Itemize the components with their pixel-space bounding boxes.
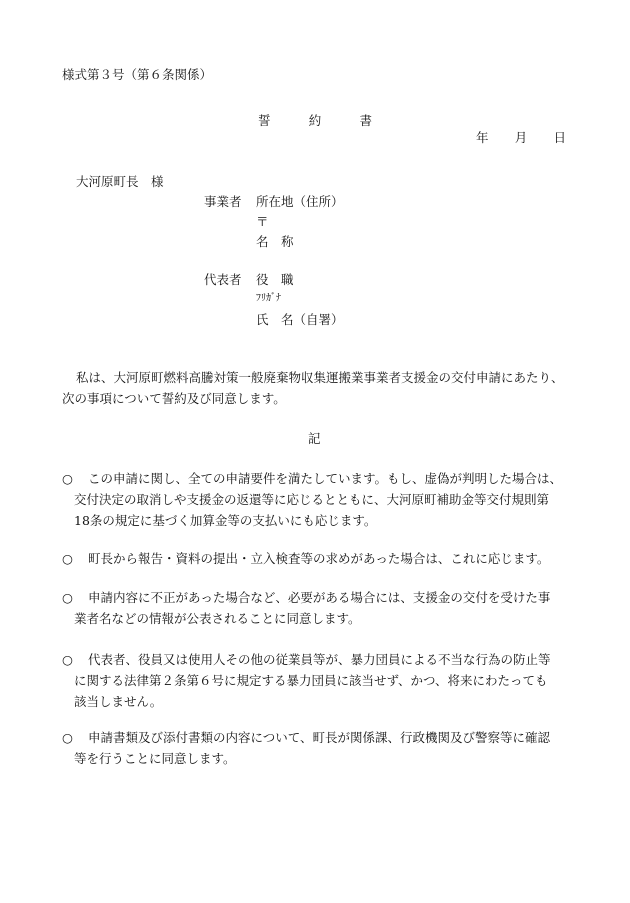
postal-mark: 〒 [256,214,269,229]
circle-bullet-icon: ○ [62,471,73,486]
pledge-item [62,550,582,572]
circle-bullet-icon: ○ [62,551,73,566]
date-line [476,129,566,147]
pledge-line: 申請内容に不正があった場合など、必要がある場合には、支援金の交付を受けた事 [88,590,551,605]
title-char: 約 [308,113,322,128]
document-title [258,112,372,130]
pledge-item [62,589,582,633]
circle-bullet-icon: ○ [62,730,73,745]
date-month: 月 [514,130,528,145]
intro-line: 次の事項について誓約及び同意します。 [62,391,286,406]
company-name-label: 名 称 [256,234,294,249]
pledge-line: この申請に関し、全ての申請要件を満たしています。もし、虚偽が判明した場合は、 [88,471,563,486]
intro-line: 私は、大河原町燃料高騰対策一般廃棄物収集運搬業事業者支援金の交付申請にあたり、 [76,370,564,385]
position-label: 役 職 [256,272,294,287]
ki-heading: 記 [308,431,321,446]
pledge-line: 町長から報告・資料の提出・立入検査等の求めがあった場合は、これに応じます。 [88,551,550,566]
pledge-line: 18条の規定に基づく加算金等の支払いにも応じます。 [74,513,377,528]
representative-label: 代表者 [204,272,242,287]
date-day: 日 [553,130,566,145]
pledge-line: 代表者、役員又は使用人その他の従業員等が、暴力団員による不当な行為の防止等 [88,652,551,667]
title-char: 誓 [258,113,271,128]
form-number: 様式第３号（第６条関係） [62,67,213,82]
pledge-line: 等を行うことに同意します。 [74,751,236,766]
circle-bullet-icon: ○ [62,590,73,605]
business-label: 事業者 [204,194,242,209]
pledge-line: 申請書類及び添付書類の内容について、町長が関係課、行政機関及び警察等に確認 [88,730,551,745]
pledge-line: 業者名などの情報が公表されることに同意します。 [74,611,361,626]
title-char: 書 [359,113,372,128]
person-name-label: 氏 名（自署） [256,312,344,327]
furigana-label: ﾌﾘｶﾞﾅ [256,293,281,304]
date-year: 年 [476,130,489,145]
pledge-line: に関する法律第２条第６号に規定する暴力団員に該当せず、かつ、将来にわたっても [74,673,548,688]
pledge-item [62,651,582,715]
pledge-line: 交付決定の取消しや支援金の返還等に応じるとともに、大河原町補助金等交付規則第 [74,492,550,507]
circle-bullet-icon: ○ [62,652,73,667]
pledge-item [62,470,582,534]
addressee: 大河原町長 様 [76,174,164,189]
pledge-line: 該当しません。 [74,694,163,709]
address-label: 所在地（住所） [256,194,344,209]
pledge-item [62,729,582,773]
